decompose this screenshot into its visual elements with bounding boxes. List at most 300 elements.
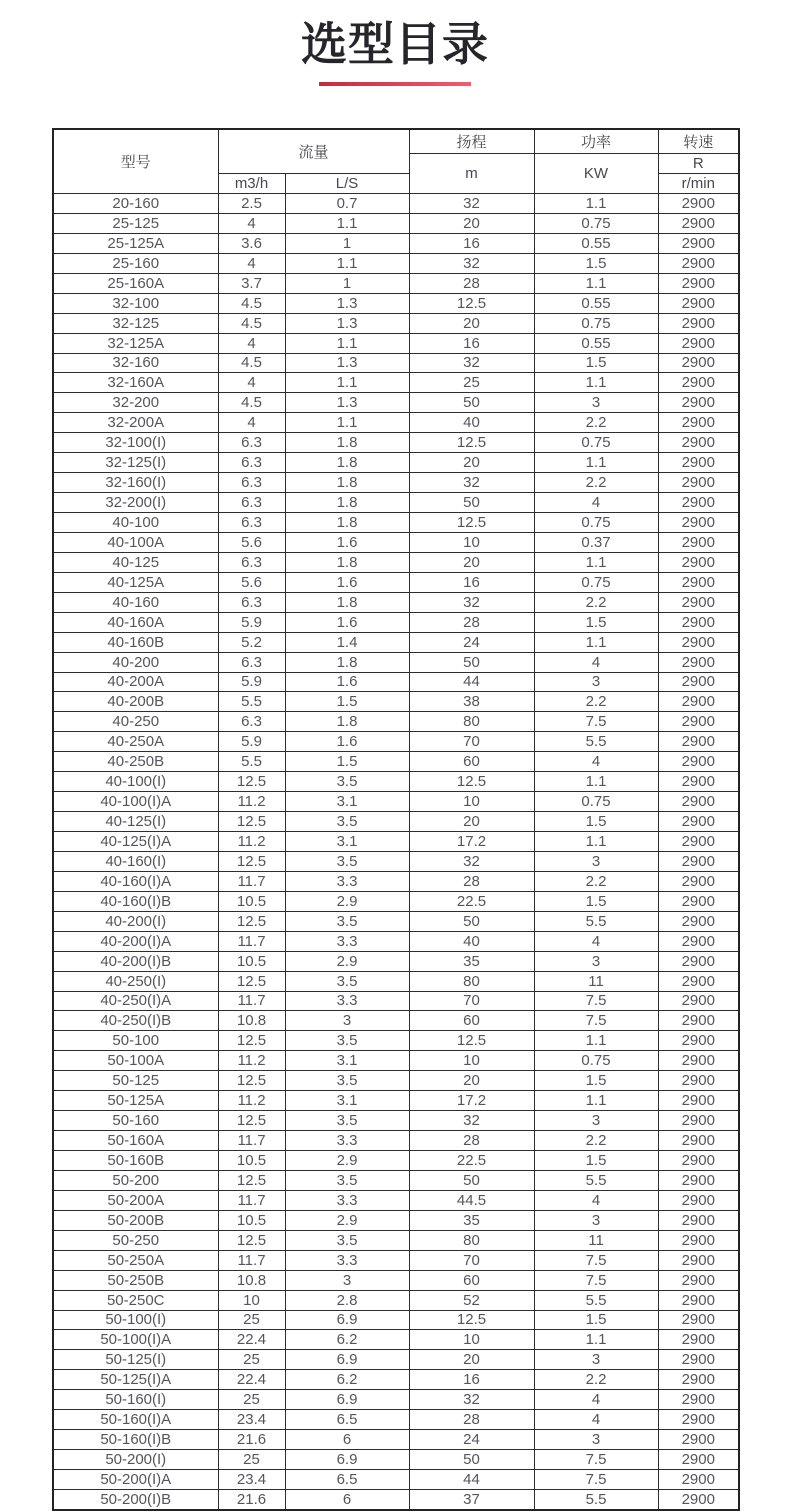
head-cell: 20 — [409, 552, 534, 572]
head-cell: 20 — [409, 1350, 534, 1370]
model-cell: 50-200(I) — [53, 1450, 218, 1470]
speed-cell: 2900 — [658, 273, 739, 293]
head-cell: 80 — [409, 971, 534, 991]
head-cell: 20 — [409, 1071, 534, 1091]
flow-m3h-cell: 6.3 — [218, 493, 285, 513]
speed-cell: 2900 — [658, 1350, 739, 1370]
head-cell: 10 — [409, 532, 534, 552]
flow-m3h-cell: 4 — [218, 213, 285, 233]
table-row — [53, 194, 739, 214]
power-cell: 0.75 — [534, 572, 658, 592]
table-row — [53, 1151, 739, 1171]
flow-ls-cell: 1 — [285, 273, 409, 293]
flow-m3h-cell: 4 — [218, 253, 285, 273]
speed-cell: 2900 — [658, 1111, 739, 1131]
flow-ls-cell: 1.8 — [285, 493, 409, 513]
table-row — [53, 273, 739, 293]
speed-cell: 2900 — [658, 213, 739, 233]
model-cell: 40-125(I)A — [53, 832, 218, 852]
flow-m3h-cell: 11.7 — [218, 1190, 285, 1210]
flow-ls-cell: 1.8 — [285, 652, 409, 672]
table-row — [53, 1310, 739, 1330]
model-cell: 25-125A — [53, 233, 218, 253]
table-row — [53, 1270, 739, 1290]
head-cell: 70 — [409, 732, 534, 752]
speed-cell: 2900 — [658, 612, 739, 632]
flow-m3h-cell: 11.7 — [218, 871, 285, 891]
flow-ls-cell: 1.8 — [285, 453, 409, 473]
head-cell: 28 — [409, 273, 534, 293]
power-cell: 1.5 — [534, 253, 658, 273]
flow-ls-cell: 6.9 — [285, 1450, 409, 1470]
speed-cell: 2900 — [658, 592, 739, 612]
speed-cell: 2900 — [658, 552, 739, 572]
flow-m3h-cell: 10.8 — [218, 1011, 285, 1031]
model-cell: 50-125(I)A — [53, 1370, 218, 1390]
speed-cell: 2900 — [658, 692, 739, 712]
flow-ls-cell: 1.1 — [285, 373, 409, 393]
flow-m3h-cell: 3.7 — [218, 273, 285, 293]
model-cell: 40-100(I)A — [53, 792, 218, 812]
head-cell: 50 — [409, 1450, 534, 1470]
flow-ls-cell: 3.5 — [285, 1111, 409, 1131]
table-row — [53, 991, 739, 1011]
flow-ls-cell: 2.9 — [285, 891, 409, 911]
head-cell: 22.5 — [409, 891, 534, 911]
model-cell: 40-160(I)B — [53, 891, 218, 911]
flow-ls-cell: 3.5 — [285, 812, 409, 832]
table-row — [53, 1190, 739, 1210]
model-cell: 25-160A — [53, 273, 218, 293]
model-cell: 40-200(I)B — [53, 951, 218, 971]
table-row — [53, 1230, 739, 1250]
speed-cell: 2900 — [658, 413, 739, 433]
flow-ls-cell: 6.9 — [285, 1350, 409, 1370]
page-title: 选型目录 — [301, 18, 489, 70]
table-row — [53, 1430, 739, 1450]
speed-cell: 2900 — [658, 672, 739, 692]
flow-ls-cell: 3.3 — [285, 1250, 409, 1270]
power-cell: 0.75 — [534, 213, 658, 233]
model-cell: 50-250 — [53, 1230, 218, 1250]
speed-cell: 2900 — [658, 1489, 739, 1509]
flow-m3h-cell: 12.5 — [218, 1170, 285, 1190]
speed-cell: 2900 — [658, 1011, 739, 1031]
model-cell: 50-125(I) — [53, 1350, 218, 1370]
table-row — [53, 1011, 739, 1031]
power-cell: 5.5 — [534, 1489, 658, 1509]
power-cell: 0.75 — [534, 433, 658, 453]
head-cell: 38 — [409, 692, 534, 712]
head-cell: 16 — [409, 1370, 534, 1390]
flow-m3h-cell: 21.6 — [218, 1489, 285, 1509]
power-cell: 7.5 — [534, 991, 658, 1011]
flow-ls-cell: 1.1 — [285, 413, 409, 433]
speed-cell: 2900 — [658, 752, 739, 772]
speed-cell: 2900 — [658, 373, 739, 393]
speed-cell: 2900 — [658, 871, 739, 891]
power-cell: 1.1 — [534, 772, 658, 792]
model-cell: 40-250A — [53, 732, 218, 752]
speed-cell: 2900 — [658, 1131, 739, 1151]
model-cell: 50-100 — [53, 1031, 218, 1051]
power-cell: 1.1 — [534, 632, 658, 652]
head-cell: 32 — [409, 473, 534, 493]
head-cell: 16 — [409, 333, 534, 353]
speed-cell: 2900 — [658, 1031, 739, 1051]
flow-ls-cell: 3.3 — [285, 931, 409, 951]
speed-cell: 2900 — [658, 1071, 739, 1091]
head-cell: 20 — [409, 453, 534, 473]
head-cell: 60 — [409, 1011, 534, 1031]
flow-m3h-cell: 4.5 — [218, 393, 285, 413]
header-speed-r: R — [658, 154, 739, 174]
flow-ls-cell: 1.8 — [285, 592, 409, 612]
flow-ls-cell: 1.3 — [285, 353, 409, 373]
power-cell: 1.5 — [534, 812, 658, 832]
power-cell: 3 — [534, 1430, 658, 1450]
flow-ls-cell: 3.3 — [285, 1131, 409, 1151]
model-cell: 25-125 — [53, 213, 218, 233]
flow-m3h-cell: 12.5 — [218, 812, 285, 832]
speed-cell: 2900 — [658, 532, 739, 552]
flow-ls-cell: 1.8 — [285, 473, 409, 493]
model-cell: 32-125 — [53, 313, 218, 333]
header-head: 扬程 — [409, 129, 534, 154]
flow-ls-cell: 1.5 — [285, 692, 409, 712]
power-cell: 1.1 — [534, 1091, 658, 1111]
power-cell: 4 — [534, 931, 658, 951]
head-cell: 20 — [409, 812, 534, 832]
flow-m3h-cell: 6.3 — [218, 592, 285, 612]
flow-m3h-cell: 10.8 — [218, 1270, 285, 1290]
speed-cell: 2900 — [658, 513, 739, 533]
table-row — [53, 1410, 739, 1430]
flow-ls-cell: 1.8 — [285, 513, 409, 533]
model-cell: 40-250(I) — [53, 971, 218, 991]
head-cell: 32 — [409, 592, 534, 612]
table-row — [53, 1250, 739, 1270]
head-cell: 20 — [409, 213, 534, 233]
flow-ls-cell: 1.3 — [285, 393, 409, 413]
flow-ls-cell: 0.7 — [285, 194, 409, 214]
model-cell: 40-100 — [53, 513, 218, 533]
head-cell: 52 — [409, 1290, 534, 1310]
speed-cell: 2900 — [658, 393, 739, 413]
speed-cell: 2900 — [658, 1091, 739, 1111]
flow-m3h-cell: 6.3 — [218, 473, 285, 493]
power-cell: 4 — [534, 493, 658, 513]
flow-ls-cell: 6.2 — [285, 1370, 409, 1390]
speed-cell: 2900 — [658, 293, 739, 313]
speed-cell: 2900 — [658, 991, 739, 1011]
head-cell: 22.5 — [409, 1151, 534, 1171]
flow-m3h-cell: 3.6 — [218, 233, 285, 253]
table-row — [53, 672, 739, 692]
model-cell: 40-250(I)B — [53, 1011, 218, 1031]
power-cell: 2.2 — [534, 1131, 658, 1151]
model-cell: 32-200A — [53, 413, 218, 433]
power-cell: 0.75 — [534, 313, 658, 333]
power-cell: 7.5 — [534, 1470, 658, 1490]
model-cell: 50-160(I)B — [53, 1430, 218, 1450]
model-cell: 25-160 — [53, 253, 218, 273]
model-cell: 50-160A — [53, 1131, 218, 1151]
model-cell: 50-100(I) — [53, 1310, 218, 1330]
head-cell: 60 — [409, 752, 534, 772]
model-cell: 50-160(I) — [53, 1390, 218, 1410]
power-cell: 0.75 — [534, 1051, 658, 1071]
model-cell: 40-160(I) — [53, 851, 218, 871]
model-cell: 32-160 — [53, 353, 218, 373]
model-cell: 50-250C — [53, 1290, 218, 1310]
flow-ls-cell: 1.6 — [285, 572, 409, 592]
power-cell: 3 — [534, 1350, 658, 1370]
flow-m3h-cell: 23.4 — [218, 1410, 285, 1430]
speed-cell: 2900 — [658, 473, 739, 493]
flow-m3h-cell: 4 — [218, 373, 285, 393]
head-cell: 35 — [409, 951, 534, 971]
model-cell: 50-100A — [53, 1051, 218, 1071]
flow-ls-cell: 1.8 — [285, 552, 409, 572]
flow-m3h-cell: 11.2 — [218, 1091, 285, 1111]
flow-ls-cell: 1.8 — [285, 712, 409, 732]
table-row — [53, 552, 739, 572]
speed-cell: 2900 — [658, 453, 739, 473]
flow-ls-cell: 1.6 — [285, 612, 409, 632]
table-row — [53, 1390, 739, 1410]
speed-cell: 2900 — [658, 1310, 739, 1330]
flow-m3h-cell: 4.5 — [218, 353, 285, 373]
flow-m3h-cell: 11.2 — [218, 1051, 285, 1071]
power-cell: 0.55 — [534, 233, 658, 253]
power-cell: 5.5 — [534, 1290, 658, 1310]
head-cell: 32 — [409, 851, 534, 871]
head-cell: 10 — [409, 792, 534, 812]
model-cell: 40-200B — [53, 692, 218, 712]
head-cell: 37 — [409, 1489, 534, 1509]
flow-m3h-cell: 11.7 — [218, 931, 285, 951]
flow-ls-cell: 3.1 — [285, 792, 409, 812]
head-cell: 28 — [409, 871, 534, 891]
power-cell: 1.5 — [534, 1151, 658, 1171]
table-row — [53, 453, 739, 473]
table-row — [53, 1111, 739, 1131]
table-row — [53, 1071, 739, 1091]
power-cell: 2.2 — [534, 413, 658, 433]
head-cell: 16 — [409, 233, 534, 253]
flow-m3h-cell: 5.5 — [218, 752, 285, 772]
speed-cell: 2900 — [658, 572, 739, 592]
flow-ls-cell: 3.1 — [285, 1091, 409, 1111]
speed-cell: 2900 — [658, 1470, 739, 1490]
model-cell: 50-200B — [53, 1210, 218, 1230]
speed-cell: 2900 — [658, 353, 739, 373]
table-row — [53, 1370, 739, 1390]
power-cell: 7.5 — [534, 712, 658, 732]
speed-cell: 2900 — [658, 433, 739, 453]
power-cell: 7.5 — [534, 1270, 658, 1290]
speed-cell: 2900 — [658, 951, 739, 971]
speed-cell: 2900 — [658, 313, 739, 333]
title-divider — [319, 82, 471, 86]
head-cell: 12.5 — [409, 772, 534, 792]
power-cell: 7.5 — [534, 1250, 658, 1270]
speed-cell: 2900 — [658, 1290, 739, 1310]
head-cell: 28 — [409, 1131, 534, 1151]
head-cell: 10 — [409, 1051, 534, 1071]
table-row — [53, 971, 739, 991]
power-cell: 1.1 — [534, 273, 658, 293]
flow-m3h-cell: 12.5 — [218, 911, 285, 931]
head-cell: 12.5 — [409, 293, 534, 313]
model-cell: 20-160 — [53, 194, 218, 214]
flow-ls-cell: 6.5 — [285, 1410, 409, 1430]
head-cell: 44 — [409, 672, 534, 692]
table-row — [53, 1170, 739, 1190]
table-row — [53, 413, 739, 433]
head-cell: 32 — [409, 1390, 534, 1410]
flow-ls-cell: 2.9 — [285, 951, 409, 971]
power-cell: 11 — [534, 1230, 658, 1250]
selection-table-header — [53, 129, 739, 194]
power-cell: 2.2 — [534, 473, 658, 493]
model-cell: 50-160 — [53, 1111, 218, 1131]
speed-cell: 2900 — [658, 1390, 739, 1410]
header-power: 功率 — [534, 129, 658, 154]
flow-m3h-cell: 22.4 — [218, 1330, 285, 1350]
speed-cell: 2900 — [658, 931, 739, 951]
head-cell: 32 — [409, 1111, 534, 1131]
head-cell: 70 — [409, 1250, 534, 1270]
flow-m3h-cell: 11.2 — [218, 792, 285, 812]
header-row-1 — [53, 129, 739, 154]
flow-ls-cell: 3.3 — [285, 871, 409, 891]
speed-cell: 2900 — [658, 851, 739, 871]
power-cell: 2.2 — [534, 692, 658, 712]
power-cell: 11 — [534, 971, 658, 991]
table-row — [53, 812, 739, 832]
flow-ls-cell: 1.3 — [285, 293, 409, 313]
model-cell: 40-100A — [53, 532, 218, 552]
table-row — [53, 712, 739, 732]
flow-ls-cell: 3.5 — [285, 851, 409, 871]
power-cell: 3 — [534, 951, 658, 971]
power-cell: 3 — [534, 851, 658, 871]
flow-m3h-cell: 11.7 — [218, 1250, 285, 1270]
flow-ls-cell: 1.3 — [285, 313, 409, 333]
speed-cell: 2900 — [658, 1170, 739, 1190]
head-cell: 16 — [409, 572, 534, 592]
head-cell: 20 — [409, 313, 534, 333]
power-cell: 7.5 — [534, 1011, 658, 1031]
flow-m3h-cell: 5.9 — [218, 672, 285, 692]
power-cell: 4 — [534, 652, 658, 672]
head-cell: 44.5 — [409, 1190, 534, 1210]
flow-m3h-cell: 12.5 — [218, 1111, 285, 1131]
head-cell: 12.5 — [409, 513, 534, 533]
power-cell: 1.5 — [534, 612, 658, 632]
model-cell: 32-200 — [53, 393, 218, 413]
table-row — [53, 752, 739, 772]
model-cell: 50-125 — [53, 1071, 218, 1091]
header-speed: 转速 — [658, 129, 739, 154]
table-row — [53, 473, 739, 493]
model-cell: 50-200 — [53, 1170, 218, 1190]
flow-m3h-cell: 12.5 — [218, 1071, 285, 1091]
flow-m3h-cell: 12.5 — [218, 851, 285, 871]
power-cell: 1.1 — [534, 194, 658, 214]
power-cell: 2.2 — [534, 1370, 658, 1390]
flow-ls-cell: 1.1 — [285, 213, 409, 233]
table-row — [53, 632, 739, 652]
power-cell: 0.55 — [534, 293, 658, 313]
power-cell: 4 — [534, 1390, 658, 1410]
head-cell: 24 — [409, 632, 534, 652]
header-flow: 流量 — [218, 129, 409, 174]
flow-ls-cell: 1.1 — [285, 333, 409, 353]
speed-cell: 2900 — [658, 1270, 739, 1290]
model-cell: 50-200A — [53, 1190, 218, 1210]
head-cell: 12.5 — [409, 1310, 534, 1330]
selection-table-container — [52, 128, 738, 1511]
head-cell: 50 — [409, 911, 534, 931]
flow-m3h-cell: 12.5 — [218, 1031, 285, 1051]
table-row — [53, 353, 739, 373]
speed-cell: 2900 — [658, 772, 739, 792]
flow-ls-cell: 1.5 — [285, 752, 409, 772]
flow-m3h-cell: 4.5 — [218, 293, 285, 313]
speed-cell: 2900 — [658, 712, 739, 732]
flow-ls-cell: 1.4 — [285, 632, 409, 652]
flow-m3h-cell: 10.5 — [218, 891, 285, 911]
head-cell: 40 — [409, 931, 534, 951]
selection-table — [52, 128, 740, 1511]
table-row — [53, 592, 739, 612]
power-cell: 1.1 — [534, 373, 658, 393]
flow-ls-cell: 6.2 — [285, 1330, 409, 1350]
speed-cell: 2900 — [658, 1051, 739, 1071]
power-cell: 5.5 — [534, 911, 658, 931]
table-row — [53, 333, 739, 353]
flow-ls-cell: 6 — [285, 1430, 409, 1450]
flow-ls-cell: 1.6 — [285, 532, 409, 552]
flow-m3h-cell: 11.7 — [218, 1131, 285, 1151]
flow-m3h-cell: 5.9 — [218, 732, 285, 752]
table-row — [53, 891, 739, 911]
model-cell: 40-200 — [53, 652, 218, 672]
head-cell: 32 — [409, 253, 534, 273]
flow-m3h-cell: 10.5 — [218, 951, 285, 971]
flow-m3h-cell: 25 — [218, 1450, 285, 1470]
power-cell: 1.1 — [534, 1330, 658, 1350]
model-cell: 40-200A — [53, 672, 218, 692]
flow-ls-cell: 2.9 — [285, 1151, 409, 1171]
header-speed-unit: r/min — [658, 174, 739, 194]
table-row — [53, 393, 739, 413]
model-cell: 40-200(I) — [53, 911, 218, 931]
speed-cell: 2900 — [658, 1410, 739, 1430]
speed-cell: 2900 — [658, 1450, 739, 1470]
head-cell: 60 — [409, 1270, 534, 1290]
model-cell: 32-200(I) — [53, 493, 218, 513]
flow-ls-cell: 1.6 — [285, 732, 409, 752]
flow-ls-cell: 3.5 — [285, 772, 409, 792]
flow-ls-cell: 3.1 — [285, 832, 409, 852]
head-cell: 80 — [409, 1230, 534, 1250]
table-row — [53, 293, 739, 313]
header-flow-m3h: m3/h — [218, 174, 285, 194]
